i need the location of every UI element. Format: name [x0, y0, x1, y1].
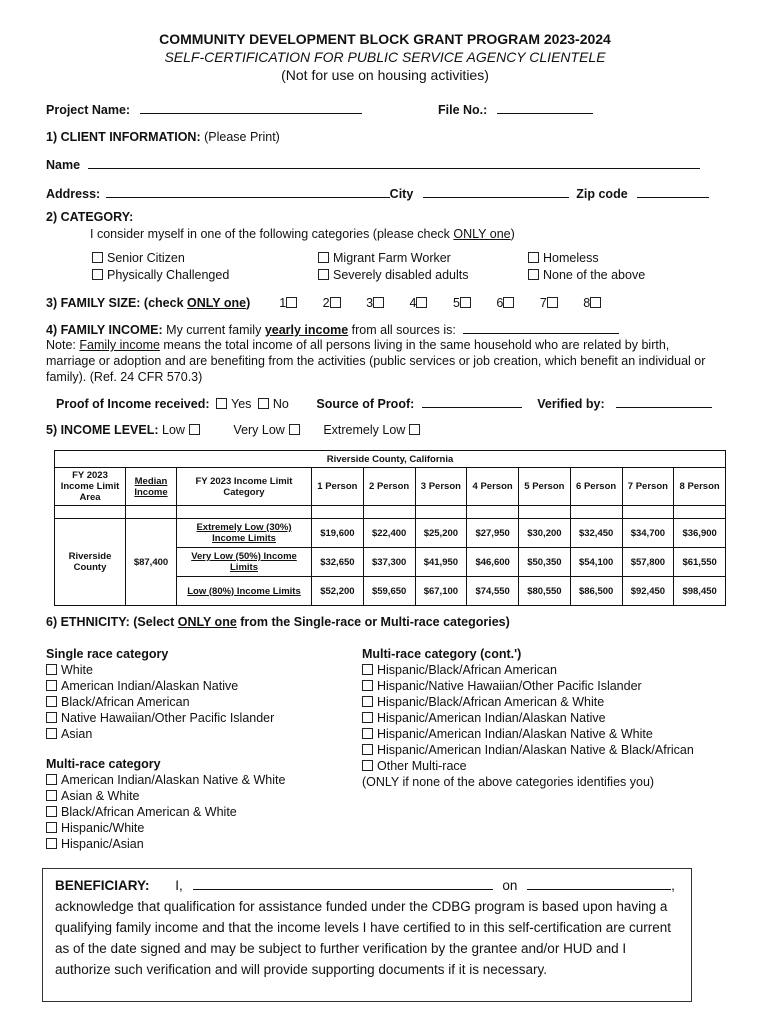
address-field[interactable] [106, 185, 390, 198]
beneficiary-i: I, [175, 878, 183, 893]
category-cell: Extremely Low (30%) Income Limits [177, 519, 312, 548]
value-cell: $52,200 [312, 577, 364, 606]
race-option[interactable] [46, 694, 274, 710]
race-option-label: Hispanic/Black/African American & White [377, 695, 605, 709]
checkbox[interactable] [330, 297, 341, 308]
race-option[interactable] [362, 678, 694, 694]
header-person: 6 Person [570, 468, 622, 506]
multi-race-note: (ONLY if none of the above categories identifies you) [362, 775, 655, 789]
checkbox[interactable] [46, 774, 57, 785]
race-option[interactable] [362, 694, 694, 710]
checkbox[interactable] [503, 297, 514, 308]
category-option[interactable] [92, 250, 229, 267]
race-option[interactable] [46, 678, 274, 694]
income-level-row [46, 423, 424, 437]
category-option[interactable] [318, 250, 469, 267]
value-cell: $67,100 [415, 577, 467, 606]
value-cell: $41,950 [415, 548, 467, 577]
family-income-text-b: from all sources is: [348, 323, 456, 337]
value-cell: $22,400 [363, 519, 415, 548]
ethnicity-title-b: from the Single-race or Multi-race categories) [236, 615, 510, 629]
race-option-label: Other Multi-race [377, 759, 467, 773]
table-spacer-row [55, 506, 726, 519]
size-option-label: 6 [496, 296, 504, 310]
size-option-label: 2 [322, 296, 330, 310]
category-cell: Low (80%) Income Limits [177, 577, 312, 606]
checkbox[interactable] [362, 728, 373, 739]
header-median: Median Income [126, 468, 177, 506]
race-option-label: Hispanic/American Indian/Alaskan Native & Black/African [377, 743, 694, 757]
size-option-label: 4 [409, 296, 417, 310]
race-option[interactable] [362, 726, 694, 742]
race-option[interactable] [362, 742, 694, 758]
table-caption-row [55, 451, 726, 468]
checkbox[interactable] [460, 297, 471, 308]
checkbox[interactable] [590, 297, 601, 308]
value-cell: $80,550 [519, 577, 571, 606]
value-cell: $98,450 [674, 577, 726, 606]
race-option-label: American Indian/Alaskan Native [61, 679, 239, 693]
note-prefix: Note: [46, 338, 80, 352]
header-person: 4 Person [467, 468, 519, 506]
ethnicity-title: 6) ETHNICITY: (Select [46, 615, 178, 629]
size-option-label: 8 [583, 296, 591, 310]
income-level-title: 5) INCOME LEVEL: [46, 423, 159, 437]
race-option-label: Black/African American & White [61, 805, 237, 819]
single-race-section [46, 646, 274, 742]
client-info-title: 1) CLIENT INFORMATION: [46, 130, 201, 144]
zip-label: Zip code [576, 187, 628, 201]
race-option[interactable] [362, 662, 694, 678]
category-heading [46, 210, 133, 224]
category-option[interactable] [318, 267, 469, 284]
family-income-field[interactable] [463, 321, 619, 334]
checkbox[interactable] [362, 712, 373, 723]
race-option[interactable] [46, 820, 285, 836]
race-option-label: Hispanic/American Indian/Alaskan Native & White [377, 727, 653, 741]
address-row [46, 185, 709, 201]
value-cell: $19,600 [312, 519, 364, 548]
form-title: COMMUNITY DEVELOPMENT BLOCK GRANT PROGRAM 2023-2024 [159, 31, 611, 47]
name-row [46, 156, 700, 172]
checkbox[interactable] [46, 696, 57, 707]
checkbox[interactable] [318, 269, 329, 280]
race-option[interactable] [46, 662, 274, 678]
race-option[interactable] [362, 710, 694, 726]
beneficiary-box [42, 868, 692, 1002]
category-option-label: Homeless [543, 251, 599, 265]
proof-row [56, 395, 712, 411]
race-option-label: Native Hawaiian/Other Pacific Islander [61, 711, 275, 725]
value-cell: $37,300 [363, 548, 415, 577]
category-intro [90, 227, 515, 241]
checkbox[interactable] [46, 712, 57, 723]
checkbox[interactable] [46, 664, 57, 675]
proof-no-label: No [272, 397, 289, 411]
checkbox[interactable] [46, 806, 57, 817]
value-cell: $36,900 [674, 519, 726, 548]
checkbox[interactable] [92, 252, 103, 263]
family-income-note [46, 337, 718, 385]
ethnicity-heading [46, 615, 510, 629]
value-cell: $61,550 [674, 548, 726, 577]
race-option[interactable] [46, 772, 285, 788]
header-person: 8 Person [674, 468, 726, 506]
value-cell: $32,650 [312, 548, 364, 577]
checkbox[interactable] [362, 680, 373, 691]
income-limits-table [54, 450, 726, 606]
race-option[interactable] [46, 710, 274, 726]
checkbox[interactable] [289, 424, 300, 435]
beneficiary-text: acknowledge that qualification for assistance funded under the CDBG program is based upon having a qualifying family income and that the income levels I have certified to in this self-certification are current as of the date signed and may be subject to further verification by the grantee and/or HUD and I authorize such verification and will provide supporting documents if it is necessary. [55, 899, 672, 977]
checkbox[interactable] [46, 680, 57, 691]
size-option-label: 3 [366, 296, 374, 310]
checkbox[interactable] [528, 269, 539, 280]
beneficiary-name-field[interactable] [193, 877, 493, 890]
value-cell: $50,350 [519, 548, 571, 577]
race-option[interactable] [362, 758, 694, 774]
value-cell: $74,550 [467, 577, 519, 606]
header-person: 7 Person [622, 468, 674, 506]
single-race-heading: Single race category [46, 647, 169, 661]
client-info-heading [46, 130, 280, 144]
checkbox[interactable] [46, 728, 57, 739]
area-cell: Riverside County [55, 519, 126, 606]
checkbox[interactable] [46, 822, 57, 833]
race-option-label: Asian & White [61, 789, 140, 803]
header-person: 3 Person [415, 468, 467, 506]
race-option[interactable] [46, 804, 285, 820]
verified-label: Verified by: [537, 397, 605, 411]
address-label: Address: [46, 187, 101, 201]
family-income-text-a: My current family [166, 323, 265, 337]
value-cell: $25,200 [415, 519, 467, 548]
income-level-label: Extremely Low [323, 423, 406, 437]
note-emph: Family income [79, 338, 160, 352]
size-option-label: 7 [539, 296, 547, 310]
family-size-close: ) [246, 296, 251, 310]
category-intro-a: I consider myself in one of the following categories (please check [90, 227, 454, 241]
header-category: FY 2023 Income Limit Category [177, 468, 312, 506]
multi-race-cont-section [362, 646, 694, 790]
zip-field[interactable] [637, 185, 709, 198]
category-col-3 [528, 250, 645, 284]
file-no-label: File No.: [438, 103, 488, 117]
category-option-label: Physically Challenged [107, 268, 230, 282]
header-person: 2 Person [363, 468, 415, 506]
category-option[interactable] [528, 267, 645, 284]
value-cell: $27,950 [467, 519, 519, 548]
file-no-field[interactable] [497, 101, 593, 114]
checkbox[interactable] [46, 790, 57, 801]
category-col-2 [318, 250, 469, 284]
table-row [55, 519, 726, 548]
checkbox[interactable] [409, 424, 420, 435]
multi-race-cont-heading: Multi-race category (cont.') [362, 647, 522, 661]
header-area: FY 2023 Income Limit Area [55, 468, 126, 506]
race-option-label: Hispanic/White [61, 821, 145, 835]
category-intro-b: ) [510, 227, 515, 241]
category-option-label: Migrant Farm Worker [333, 251, 451, 265]
checkbox[interactable] [46, 838, 57, 849]
checkbox[interactable] [318, 252, 329, 263]
proof-label: Proof of Income received: [56, 397, 210, 411]
family-size-emph: ONLY one [187, 296, 247, 310]
beneficiary-line: BENEFICIARY: I, on , [55, 878, 675, 893]
race-option-label: Black/African American [61, 695, 190, 709]
category-option-label: None of the above [543, 268, 646, 282]
family-size-title: 3) FAMILY SIZE: (check [46, 296, 188, 310]
category-title: 2) CATEGORY: [46, 210, 134, 224]
source-field[interactable] [422, 395, 522, 408]
multi-race-section [46, 756, 285, 852]
value-cell: $46,600 [467, 548, 519, 577]
race-option-label: American Indian/Alaskan Native & White [61, 773, 286, 787]
checkbox[interactable] [362, 696, 373, 707]
race-option[interactable] [46, 836, 285, 852]
header-person: 1 Person [312, 468, 364, 506]
race-option-label: Hispanic/American Indian/Alaskan Native [377, 711, 606, 725]
project-name-label: Project Name: [46, 103, 131, 117]
value-cell: $54,100 [570, 548, 622, 577]
note-text: means the total income of all persons living in the same household who are related by birth, marriage or adoption and are benefiting from the activities (public services or job creation, which benefit an individual or family). (Ref. 24 CFR 570.3) [46, 338, 706, 384]
city-label: City [389, 187, 414, 201]
checkbox[interactable] [258, 398, 269, 409]
checkbox[interactable] [362, 744, 373, 755]
form-subtitle: SELF-CERTIFICATION FOR PUBLIC SERVICE AGENCY CLIENTELE [164, 49, 606, 65]
family-income-row [46, 321, 619, 337]
value-cell: $57,800 [622, 548, 674, 577]
value-cell: $30,200 [519, 519, 571, 548]
category-option[interactable] [528, 250, 645, 267]
checkbox[interactable] [92, 269, 103, 280]
city-field[interactable] [423, 185, 569, 198]
race-option-label: Hispanic/Black/African American [377, 663, 557, 677]
proof-yes-label: Yes [231, 397, 252, 411]
source-label: Source of Proof: [316, 397, 415, 411]
table-header-row [55, 468, 726, 506]
size-option-label: 5 [452, 296, 460, 310]
checkbox[interactable] [416, 297, 427, 308]
ethnicity-emph: ONLY one [177, 615, 237, 629]
race-option-label: Hispanic/Native Hawaiian/Other Pacific Islander [377, 679, 642, 693]
value-cell: $32,450 [570, 519, 622, 548]
category-intro-emph: ONLY one [453, 227, 511, 241]
value-cell: $86,500 [570, 577, 622, 606]
category-col-1 [92, 250, 229, 284]
verified-field[interactable] [616, 395, 712, 408]
race-option-label: White [61, 663, 93, 677]
family-income-emph: yearly income [264, 323, 349, 337]
race-option[interactable] [46, 726, 274, 742]
table-caption: Riverside County, California [55, 451, 726, 468]
project-row [46, 101, 362, 117]
beneficiary-on: on [502, 878, 518, 893]
family-size-options [279, 296, 605, 310]
value-cell: $59,650 [363, 577, 415, 606]
checkbox[interactable] [286, 297, 297, 308]
value-cell: $92,450 [622, 577, 674, 606]
checkbox[interactable] [373, 297, 384, 308]
checkbox[interactable] [216, 398, 227, 409]
checkbox[interactable] [362, 760, 373, 771]
category-option[interactable] [92, 267, 229, 284]
name-label: Name [46, 158, 81, 172]
project-name-field[interactable] [140, 101, 362, 114]
client-info-note: (Please Print) [204, 130, 280, 144]
multi-race-heading: Multi-race category [46, 757, 161, 771]
checkbox[interactable] [189, 424, 200, 435]
file-no-row [438, 101, 593, 117]
form-header [0, 30, 770, 84]
category-cell: Very Low (50%) Income Limits [177, 548, 312, 577]
race-option[interactable] [46, 788, 285, 804]
income-level-label: Low [162, 423, 185, 437]
size-option-label: 1 [279, 296, 287, 310]
checkbox[interactable] [528, 252, 539, 263]
race-option-label: Asian [61, 727, 93, 741]
income-level-label: Very Low [233, 423, 285, 437]
value-cell: $34,700 [622, 519, 674, 548]
category-option-label: Severely disabled adults [333, 268, 469, 282]
family-size-row [46, 296, 605, 310]
checkbox[interactable] [362, 664, 373, 675]
beneficiary-date-field[interactable] [527, 877, 671, 890]
checkbox[interactable] [547, 297, 558, 308]
category-option-label: Senior Citizen [107, 251, 185, 265]
name-field[interactable] [88, 156, 700, 169]
form-note: (Not for use on housing activities) [281, 67, 489, 83]
header-person: 5 Person [519, 468, 571, 506]
median-cell: $87,400 [126, 519, 177, 606]
race-option-label: Hispanic/Asian [61, 837, 144, 851]
family-income-title: 4) FAMILY INCOME: [46, 323, 163, 337]
beneficiary-label: BENEFICIARY: [55, 878, 150, 893]
